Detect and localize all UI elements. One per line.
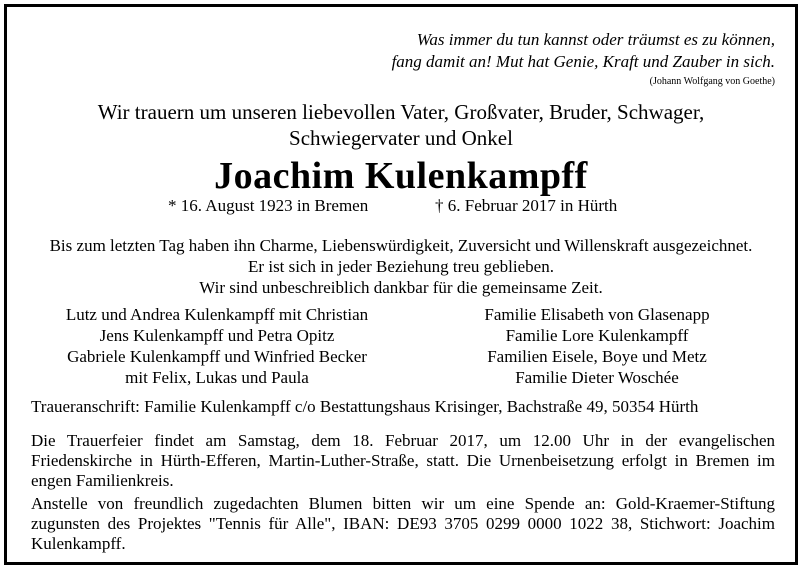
family-entry: Gabriele Kulenkampff und Winfried Becker	[67, 347, 367, 366]
tribute-line: Er ist sich in jeder Beziehung treu geblieben.	[248, 257, 554, 276]
family-entry: Lutz und Andrea Kulenkampff mit Christian	[65, 305, 369, 324]
family-list-left	[47, 304, 387, 388]
quote-line-1: Was immer du tun kannst oder träumst es zu können,	[416, 30, 775, 49]
funeral-service-info: Die Trauerfeier findet am Samstag, dem 18. Februar 2017, um 12.00 Uhr in der evangelischen Friedenskirche in Hürth-Efferen, Martin-Luther-Straße, statt. Die Urnenbeisetzung erfolgt in Bremen im engen Familienkreis.	[31, 431, 775, 490]
condolence-address: Traueranschrift: Familie Kulenkampff c/o Bestattungshaus Krisinger, Bachstraße 49, 50354 Hürth	[31, 397, 699, 416]
tribute-text	[7, 235, 795, 298]
tribute-line: Bis zum letzten Tag haben ihn Charme, Liebenswürdigkeit, Zuversicht und Willenskraft ausgezeichnet.	[49, 236, 753, 255]
deceased-name: Joachim Kulenkampff	[214, 155, 588, 197]
family-entry: Familie Lore Kulenkampff	[505, 326, 689, 345]
tribute-line: Wir sind unbeschreiblich dankbar für die gemeinsame Zeit.	[199, 278, 603, 297]
family-entry: mit Felix, Lukas und Paula	[125, 368, 309, 387]
quote-author: (Johann Wolfgang von Goethe)	[649, 76, 775, 87]
death-date: † 6. Februar 2017 in Hürth	[435, 196, 618, 215]
intro-line-1: Wir trauern um unseren liebevollen Vater, Großvater, Bruder, Schwager,	[97, 100, 705, 124]
family-entry: Familie Elisabeth von Glasenapp	[484, 305, 710, 324]
family-entry: Familien Eisele, Boye und Metz	[487, 347, 707, 366]
family-entry: Jens Kulenkampff und Petra Opitz	[99, 326, 335, 345]
family-entry: Familie Dieter Woschée	[515, 368, 679, 387]
intro-line-2: Schwiegervater und Onkel	[289, 126, 513, 150]
family-list-right	[437, 304, 757, 388]
birth-date: * 16. August 1923 in Bremen	[168, 196, 369, 215]
donation-request: Anstelle von freundlich zugedachten Blumen bitten wir um eine Spende an: Gold-Kraemer-Stiftung zugunsten des Projektes "Tennis für Alle", IBAN: DE93 3705 0299 0000 1022 38, Stichwort: Joachim Kulenkampff.	[31, 494, 775, 553]
obituary-notice	[4, 4, 798, 565]
quote-line-2: fang damit an! Mut hat Genie, Kraft und Zauber in sich.	[391, 52, 775, 71]
